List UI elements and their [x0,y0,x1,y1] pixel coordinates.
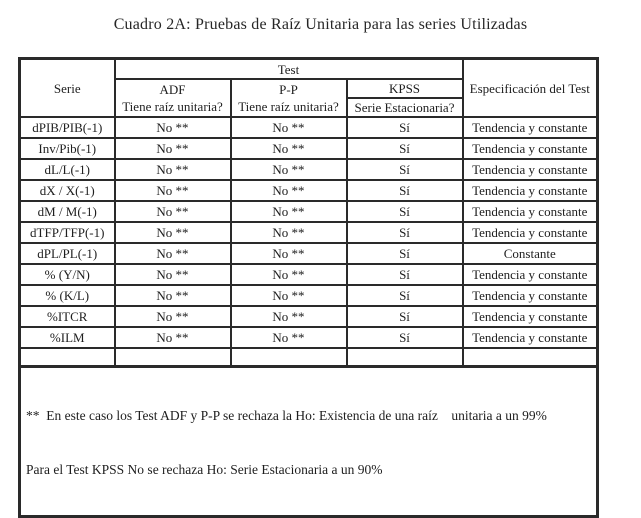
cell-kpss: Sí [347,180,463,201]
cell-pp: No ** [231,138,347,159]
table-row [20,285,598,306]
cell-espec: Tendencia y constante [463,264,598,285]
header-pp-name: P-P [279,82,298,97]
cell-pp: No ** [231,243,347,264]
table-row [20,264,598,285]
cell-kpss: Sí [347,138,463,159]
table-row [20,180,598,201]
cell-serie: dTFP/TFP(-1) [20,222,115,243]
cell-kpss: Sí [347,201,463,222]
cell-espec: Tendencia y constante [463,201,598,222]
table-row [20,138,598,159]
cell-adf: No ** [115,285,231,306]
unit-root-test-table [18,57,599,518]
cell-adf: No ** [115,222,231,243]
cell-serie: dPIB/PIB(-1) [20,117,115,138]
cell-serie: Inv/Pib(-1) [20,138,115,159]
header-adf-question: Tiene raíz unitaria? [122,99,223,114]
cell-espec: Tendencia y constante [463,159,598,180]
cell-adf: No ** [115,138,231,159]
cell-serie: % (Y/N) [20,264,115,285]
cell-pp: No ** [231,306,347,327]
footnote-line-2: Para el Test KPSS No se rechaza Ho: Serie Estacionaria a un 90% [26,462,383,477]
cell-pp: No ** [231,159,347,180]
spacer-cell [231,348,347,367]
cell-adf: No ** [115,264,231,285]
cell-pp: No ** [231,117,347,138]
header-kpss-question: Serie Estacionaria? [347,98,463,117]
cell-pp: No ** [231,327,347,348]
cell-pp: No ** [231,222,347,243]
cell-serie: %ITCR [20,306,115,327]
cell-serie: dM / M(-1) [20,201,115,222]
spacer-cell [463,348,598,367]
header-adf [115,79,231,117]
table-title: Cuadro 2A: Pruebas de Raíz Unitaria para las series Utilizadas [113,16,528,33]
cell-adf: No ** [115,306,231,327]
cell-kpss: Sí [347,243,463,264]
header-test: Test [115,59,463,80]
cell-kpss: Sí [347,264,463,285]
cell-espec: Tendencia y constante [463,285,598,306]
cell-adf: No ** [115,201,231,222]
header-row-1 [20,59,598,80]
header-serie: Serie [20,59,115,118]
cell-pp: No ** [231,201,347,222]
cell-adf: No ** [115,180,231,201]
header-kpss: KPSS [347,79,463,98]
header-adf-name: ADF [159,82,186,97]
spacer-cell [115,348,231,367]
table-row [20,243,598,264]
table-row [20,201,598,222]
table-row [20,306,598,327]
spacer-cell [20,348,115,367]
cell-espec: Tendencia y constante [463,180,598,201]
cell-espec: Tendencia y constante [463,222,598,243]
cell-kpss: Sí [347,306,463,327]
cell-pp: No ** [231,180,347,201]
cell-espec: Tendencia y constante [463,327,598,348]
cell-pp: No ** [231,285,347,306]
cell-espec: Constante [463,243,598,264]
cell-serie: dPL/PL(-1) [20,243,115,264]
cell-espec: Tendencia y constante [463,306,598,327]
cell-espec: Tendencia y constante [463,138,598,159]
header-pp [231,79,347,117]
cell-serie: %ILM [20,327,115,348]
cell-adf: No ** [115,159,231,180]
cell-serie: % (K/L) [20,285,115,306]
table-row [20,159,598,180]
footnote-line-1: ** En este caso los Test ADF y P-P se rechaza la Ho: Existencia de una raíz unitaria a un 99% [26,408,547,423]
cell-serie: dX / X(-1) [20,180,115,201]
cell-pp: No ** [231,264,347,285]
spacer-row [20,348,598,367]
footnote-row [20,367,598,517]
cell-adf: No ** [115,327,231,348]
header-pp-question: Tiene raíz unitaria? [238,99,339,114]
table-row [20,117,598,138]
cell-serie: dL/L(-1) [20,159,115,180]
header-especificacion: Especificación del Test [463,59,598,118]
footnote [20,367,598,517]
cell-adf: No ** [115,243,231,264]
spacer-cell [347,348,463,367]
cell-kpss: Sí [347,159,463,180]
table-row [20,327,598,348]
cell-kpss: Sí [347,285,463,306]
table-row [20,222,598,243]
cell-kpss: Sí [347,327,463,348]
cell-kpss: Sí [347,117,463,138]
cell-adf: No ** [115,117,231,138]
cell-kpss: Sí [347,222,463,243]
cell-espec: Tendencia y constante [463,117,598,138]
